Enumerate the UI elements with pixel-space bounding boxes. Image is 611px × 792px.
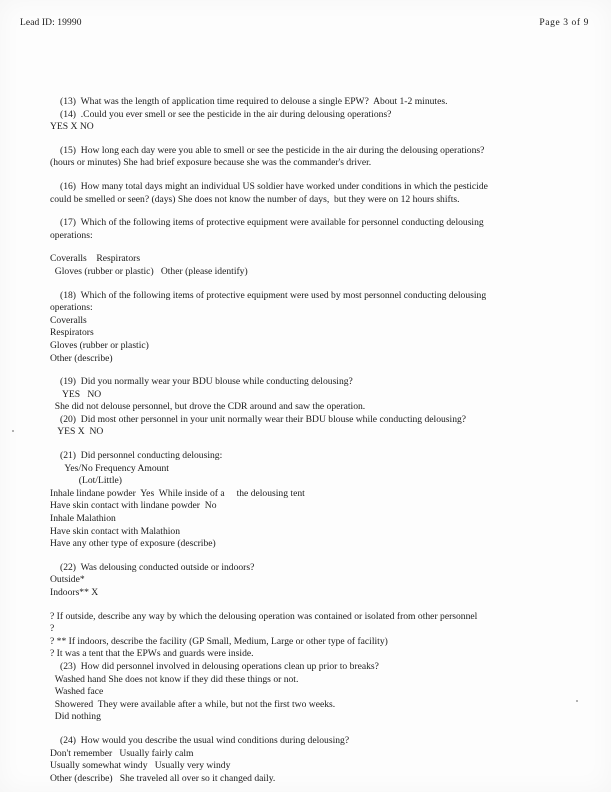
text-line: (17) Which of the following items of protective equipment were available for personnel conducting delousing (60, 217, 484, 229)
text-line: Outside* (50, 574, 85, 586)
question-block-17 (50, 217, 575, 242)
question-block-13 (50, 96, 575, 109)
question-block-14 (50, 109, 575, 134)
question-block-19 (50, 376, 575, 414)
text-line: Don't remember Usually fairly calm (50, 747, 194, 759)
text-line: Other (describe) (50, 352, 113, 364)
text-line: (18) Which of the following items of protective equipment were used by most personnel conducting delousing (60, 289, 487, 301)
text-line: YES X NO (50, 121, 94, 133)
text-line: Have any other type of exposure (describe) (50, 538, 216, 550)
question-block-20 (50, 414, 575, 439)
page-header (0, 18, 611, 34)
text-line: (23) How did personnel involved in delousing operations clean up prior to breaks? (60, 660, 379, 672)
text-line: Coveralls Respirators (50, 253, 141, 265)
text-line: Other (describe) She traveled all over so it changed daily. (50, 772, 276, 784)
text-line: Showered They were available after a while, but not the first two weeks. (50, 698, 336, 710)
text-line: (13) What was the length of application time required to delouse a single EPW? About 1-2 minutes. (60, 96, 448, 107)
text-line: ? ** If indoors, describe the facility (GP Small, Medium, Large or other type of facility) (50, 635, 388, 647)
text-line: Usually somewhat windy Usually very windy (50, 760, 231, 772)
text-line: (14) .Could you ever smell or see the pesticide in the air during delousing operations? (60, 108, 392, 120)
question-block-21 (50, 450, 575, 551)
text-line: Yes/No Frequency Amount (50, 462, 169, 474)
text-line: (19) Did you normally wear your BDU blouse while conducting delousing? (60, 376, 353, 388)
text-line: Have skin contact with lindane powder No (50, 500, 217, 512)
question-block-23 (50, 661, 575, 724)
text-line: (Lot/Little) (50, 475, 122, 487)
text-line: Washed hand She does not know if they did these things or not. (50, 673, 299, 685)
text-line: ? If outside, describe any way by which the delousing operation was contained or isolated from other personnel (50, 610, 478, 622)
text-line: YES NO (50, 388, 102, 400)
text-line: (24) How would you describe the usual wind conditions during delousing? (60, 734, 350, 746)
question-block-22 (50, 562, 575, 600)
text-line: YES X NO (50, 426, 104, 438)
text-line: Indoors** X (50, 587, 99, 598)
text-line: Have skin contact with Malathion (50, 525, 181, 537)
text-line: Washed face (50, 686, 104, 698)
page-number-label: Page 3 of 9 (539, 18, 589, 28)
scan-artifact (12, 430, 14, 432)
text-line: (hours or minutes) She had brief exposure because she was the commander's driver. (50, 157, 372, 169)
question-block-16 (50, 181, 575, 206)
text-line: operations: (50, 229, 93, 241)
text-line: ? It was a tent that the EPWs and guards were inside. (50, 648, 254, 660)
text-line: (22) Was delousing conducted outside or indoors? (60, 561, 255, 573)
document-body (50, 96, 575, 785)
text-line: ? (50, 623, 55, 635)
text-line: (16) How many total days might an individual US soldier have worked under conditions in which the pesticide (60, 180, 488, 192)
text-line: Gloves (rubber or plastic) (50, 339, 149, 351)
text-line: (15) How long each day were you able to smell or see the pesticide in the air during the delousing operations? (60, 144, 485, 156)
text-line: (21) Did personnel conducting delousing: (60, 450, 223, 462)
text-line: Inhale Malathion (50, 513, 116, 525)
text-line: Did nothing (50, 711, 101, 723)
question-block-18 (50, 290, 575, 366)
text-line: Respirators (50, 327, 94, 339)
question-block-15 (50, 145, 575, 170)
question-22-notes (50, 611, 575, 661)
text-line: (20) Did most other personnel in your unit normally wear their BDU blouse while conducting delousing? (60, 413, 467, 425)
text-line: Gloves (rubber or plastic) Other (please identify) (50, 265, 248, 277)
text-line: Coveralls (50, 314, 87, 326)
text-line: Inhale lindane powder Yes While inside of a the delousing tent (50, 487, 305, 499)
question-17-options (50, 253, 575, 278)
scan-artifact (576, 700, 578, 702)
question-block-24 (50, 735, 575, 785)
lead-id-label: Lead ID: 19990 (20, 18, 82, 28)
text-line: could be smelled or seen? (days) She does not know the number of days, but they were on 12 hours shifts. (50, 193, 460, 205)
text-line: She did not delouse personnel, but drove the CDR around and saw the operation. (50, 401, 366, 413)
text-line: operations: (50, 302, 93, 314)
